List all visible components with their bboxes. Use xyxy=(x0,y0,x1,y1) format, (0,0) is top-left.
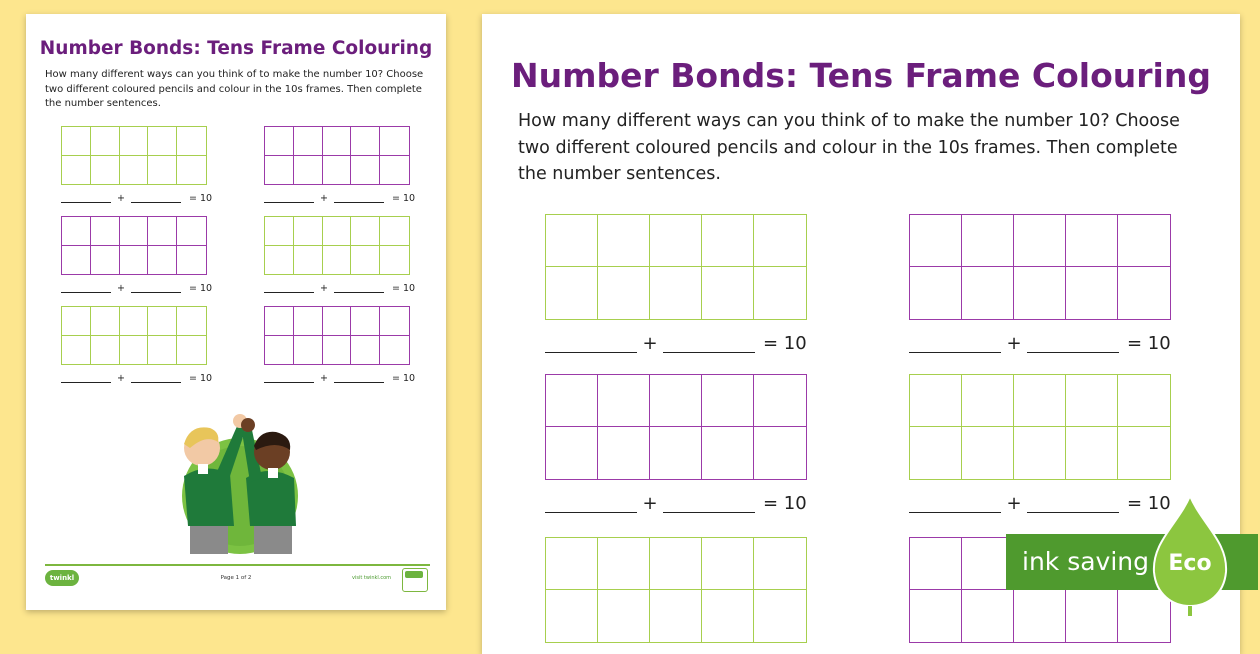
number-sentence xyxy=(61,371,212,385)
answer-blank[interactable] xyxy=(61,373,111,383)
equals-ten: = 10 xyxy=(189,282,213,294)
plus-sign: + xyxy=(320,282,328,294)
answer-blank[interactable] xyxy=(61,193,111,203)
answer-blank[interactable] xyxy=(264,283,314,293)
answer-blank[interactable] xyxy=(131,283,181,293)
plus-sign: + xyxy=(320,192,328,204)
answer-blank[interactable] xyxy=(663,334,755,353)
tens-frame xyxy=(264,306,410,365)
equals-ten: = 10 xyxy=(189,372,213,384)
number-sentence xyxy=(909,490,1171,516)
tens-frame xyxy=(61,216,207,275)
number-sentence xyxy=(264,371,415,385)
answer-blank[interactable] xyxy=(334,193,384,203)
eco-leaf-icon xyxy=(1150,494,1230,616)
tens-frame xyxy=(909,374,1171,480)
answer-blank[interactable] xyxy=(545,494,637,513)
tens-frame xyxy=(61,126,207,185)
plus-sign: + xyxy=(642,492,658,514)
tens-frame xyxy=(264,216,410,275)
plus-sign: + xyxy=(642,332,658,354)
plus-sign: + xyxy=(1006,492,1022,514)
tens-frame xyxy=(61,306,207,365)
equals-ten: = 10 xyxy=(392,282,416,294)
children-high-five-illustration xyxy=(176,404,306,554)
answer-blank[interactable] xyxy=(663,494,755,513)
answer-blank[interactable] xyxy=(909,334,1001,353)
equals-ten: = 10 xyxy=(763,332,807,354)
number-sentence xyxy=(61,191,212,205)
answer-blank[interactable] xyxy=(909,494,1001,513)
plus-sign: + xyxy=(1006,332,1022,354)
eco-label: Eco xyxy=(1168,551,1212,576)
zoom-title: Number Bonds: Tens Frame Colouring xyxy=(511,56,1211,95)
answer-blank[interactable] xyxy=(1027,334,1119,353)
tens-frame xyxy=(545,537,807,643)
number-sentence xyxy=(61,281,212,295)
zoom-instructions: How many different ways can you think of to make the number 10? Choose two different coloured pencils and colour in the 10s frames. Then complete the number sentences. xyxy=(518,111,1180,184)
visit-link: visit twinkl.com xyxy=(352,575,392,581)
tens-frame xyxy=(545,374,807,480)
equals-ten: = 10 xyxy=(189,192,213,204)
equals-ten: = 10 xyxy=(392,192,416,204)
equals-ten: = 10 xyxy=(763,492,807,514)
number-sentence xyxy=(545,490,807,516)
equals-ten: = 10 xyxy=(1127,332,1171,354)
answer-blank[interactable] xyxy=(264,373,314,383)
plus-sign: + xyxy=(117,282,125,294)
answer-blank[interactable] xyxy=(1027,494,1119,513)
answer-blank[interactable] xyxy=(334,373,384,383)
plus-sign: + xyxy=(320,372,328,384)
answer-blank[interactable] xyxy=(264,193,314,203)
plus-sign: + xyxy=(117,372,125,384)
page-number: Page 1 of 2 xyxy=(220,575,252,581)
worksheet-preview-page xyxy=(26,14,446,610)
ink-saving-label: ink saving xyxy=(1022,547,1150,576)
quality-badge-icon xyxy=(402,568,428,592)
equals-ten: = 10 xyxy=(392,372,416,384)
preview-title: Number Bonds: Tens Frame Colouring xyxy=(39,38,433,59)
answer-blank[interactable] xyxy=(334,283,384,293)
footer-divider xyxy=(45,564,430,566)
tens-frame xyxy=(264,126,410,185)
number-sentence xyxy=(909,330,1171,356)
number-sentence xyxy=(264,281,415,295)
answer-blank[interactable] xyxy=(61,283,111,293)
tens-frame xyxy=(909,214,1171,320)
equals-ten: = 10 xyxy=(1127,492,1171,514)
answer-blank[interactable] xyxy=(545,334,637,353)
number-sentence xyxy=(264,191,415,205)
twinkl-logo: twinkl xyxy=(45,570,79,586)
plus-sign: + xyxy=(117,192,125,204)
preview-instructions: How many different ways can you think of to make the number 10? Choose two different coloured pencils and colour in the 10s frames. Then complete the number sentences. xyxy=(45,69,424,109)
answer-blank[interactable] xyxy=(131,373,181,383)
answer-blank[interactable] xyxy=(131,193,181,203)
number-sentence xyxy=(545,330,807,356)
tens-frame xyxy=(545,214,807,320)
